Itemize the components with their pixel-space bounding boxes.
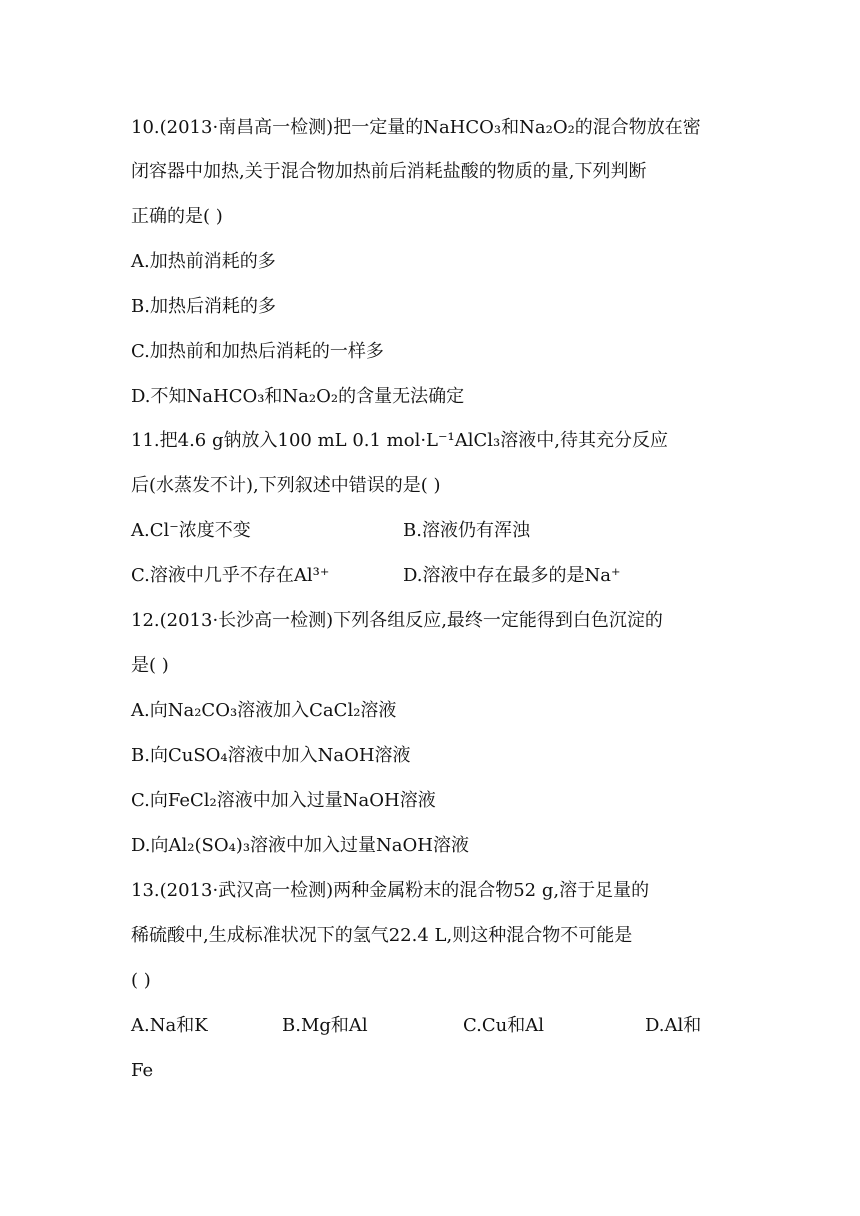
q10-option-c: C.加热前和加热后消耗的一样多 — [131, 341, 384, 362]
q11-option-c: C.溶液中几乎不存在Al³⁺ — [131, 565, 330, 586]
q12-option-b: B.向CuSO₄溶液中加入NaOH溶液 — [131, 745, 411, 766]
q12-line-1: 12.(2013·长沙高一检测)下列各组反应,最终一定能得到白色沉淀的 — [131, 610, 663, 631]
q11-line-1: 11.把4.6 g钠放入100 mL 0.1 mol·L⁻¹AlCl₃溶液中,待其充分反应 — [131, 430, 668, 451]
q13-line-2: 稀硫酸中,生成标准状况下的氢气22.4 L,则这种混合物不可能是 — [131, 925, 633, 946]
q12-line-2: 是( ) — [131, 655, 169, 676]
q13-line-1: 13.(2013·武汉高一检测)两种金属粉末的混合物52 g,溶于足量的 — [131, 880, 650, 901]
q13-option-d: D.Al和 — [645, 1015, 702, 1036]
q11-option-d: D.溶液中存在最多的是Na⁺ — [403, 565, 621, 586]
q12-option-c: C.向FeCl₂溶液中加入过量NaOH溶液 — [131, 790, 436, 811]
q13-option-c: C.Cu和Al — [463, 1015, 544, 1036]
q10-option-d: D.不知NaHCO₃和Na₂O₂的含量无法确定 — [131, 386, 465, 407]
q12-option-d: D.向Al₂(SO₄)₃溶液中加入过量NaOH溶液 — [131, 835, 469, 856]
q12-option-a: A.向Na₂CO₃溶液加入CaCl₂溶液 — [131, 700, 397, 721]
q13-line-3: ( ) — [131, 970, 151, 991]
q10-option-b: B.加热后消耗的多 — [131, 296, 276, 317]
q10-line-1: 10.(2013·南昌高一检测)把一定量的NaHCO₃和Na₂O₂的混合物放在密 — [131, 117, 701, 138]
q11-option-a: A.Cl⁻浓度不变 — [131, 520, 251, 541]
q13-option-a: A.Na和K — [131, 1015, 208, 1036]
q13-option-b: B.Mg和Al — [282, 1015, 368, 1036]
q13-option-d-continued: Fe — [131, 1060, 154, 1081]
q11-line-2: 后(水蒸发不计),下列叙述中错误的是( ) — [131, 475, 441, 496]
q10-line-3: 正确的是( ) — [131, 206, 223, 227]
q10-option-a: A.加热前消耗的多 — [131, 251, 276, 272]
q11-option-b: B.溶液仍有浑浊 — [403, 520, 530, 541]
q10-line-2: 闭容器中加热,关于混合物加热前后消耗盐酸的物质的量,下列判断 — [131, 161, 647, 182]
